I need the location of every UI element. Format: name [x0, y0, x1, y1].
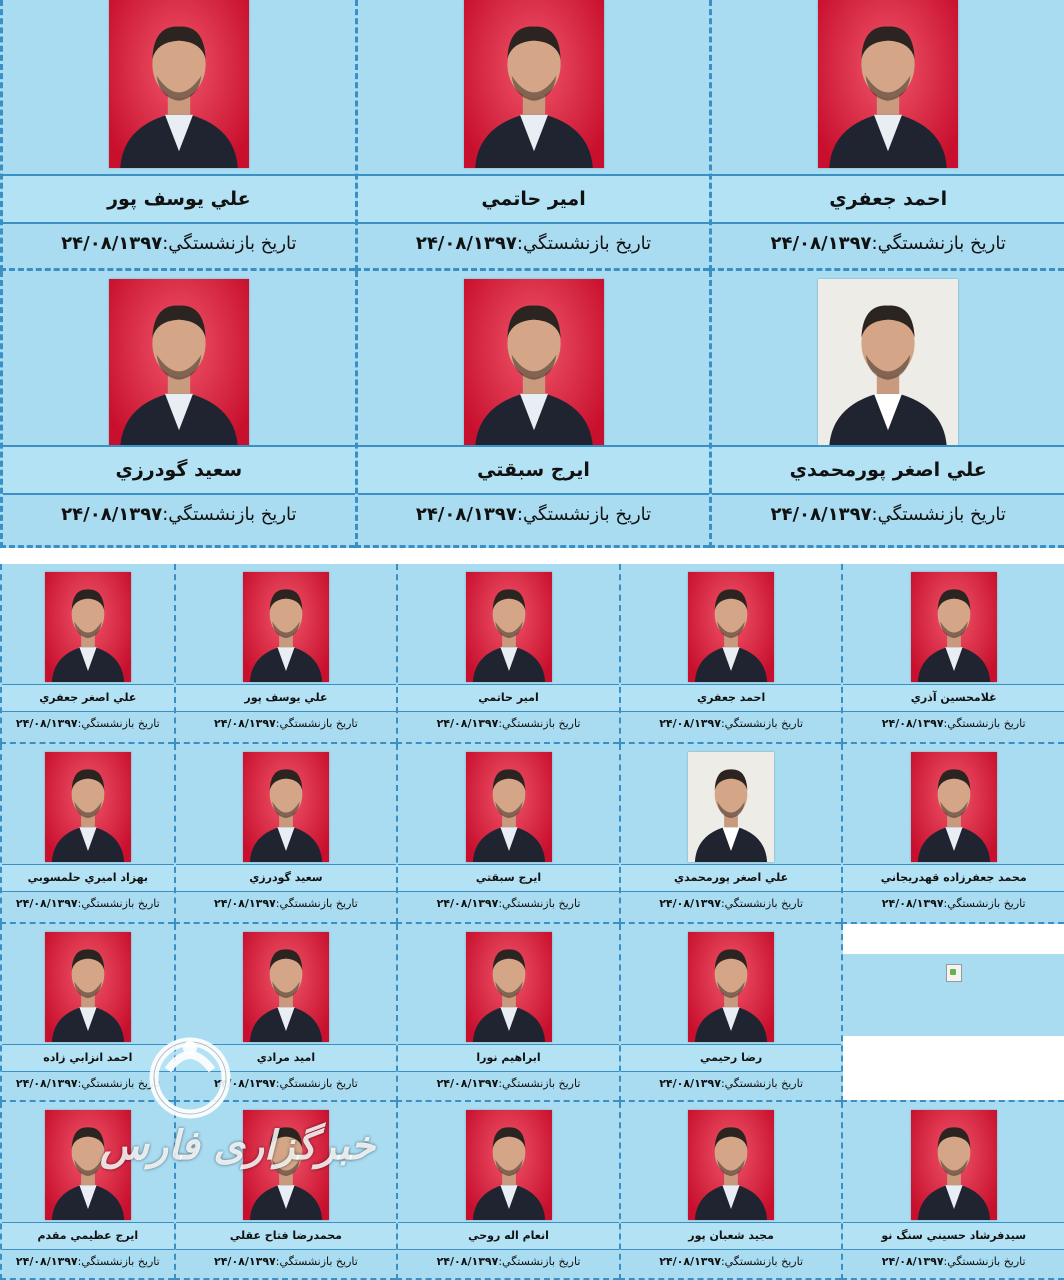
retiree-photo: [466, 752, 552, 862]
retiree-card: [0, 0, 355, 271]
bottom-retirees-panel: [0, 564, 1064, 1280]
retiree-card: [396, 564, 619, 744]
portrait-silhouette: [466, 752, 552, 862]
retiree-card: [619, 744, 842, 924]
portrait-silhouette: [911, 572, 997, 682]
retiree-photo: [466, 932, 552, 1042]
retirement-date-value: ۲۴/۰۸/۱۳۹۷: [881, 717, 944, 730]
retiree-name: مجيد شعبان پور: [621, 1222, 842, 1250]
retiree-photo: [911, 1110, 997, 1220]
retiree-photo: [109, 279, 249, 447]
retiree-name: محمدرضا فتاح عقلي: [176, 1222, 397, 1250]
retirement-date: [843, 892, 1064, 916]
portrait-silhouette: [688, 1110, 774, 1220]
retiree-name: احمد جعفري: [712, 174, 1064, 224]
retirement-date: [398, 712, 619, 736]
retiree-photo: [688, 1110, 774, 1220]
retirement-date-label: تاريخ بازنشستگي:: [498, 1077, 581, 1090]
retiree-card: [174, 744, 397, 924]
retirement-date: [843, 1250, 1064, 1274]
retirement-date-value: ۲۴/۰۸/۱۳۹۷: [436, 1255, 499, 1268]
retiree-name: علي اصغر پورمحمدي: [712, 445, 1064, 495]
retiree-photo: [688, 932, 774, 1042]
retiree-card: [619, 564, 842, 744]
retiree-name: ايرج عظيمي مقدم: [2, 1222, 174, 1250]
retirement-date-value: ۲۴/۰۸/۱۳۹۷: [415, 504, 517, 525]
retirement-date-value: ۲۴/۰۸/۱۳۹۷: [15, 1077, 78, 1090]
retiree-photo: [45, 572, 131, 682]
retiree-card: [619, 1102, 842, 1280]
retiree-card: [0, 744, 174, 924]
retirement-date-value: ۲۴/۰۸/۱۳۹۷: [436, 717, 499, 730]
retirement-date-value: ۲۴/۰۸/۱۳۹۷: [881, 1255, 944, 1268]
retiree-name: غلامحسين آذري: [843, 684, 1064, 712]
retirement-date: [358, 222, 710, 266]
retirement-date: [176, 1072, 397, 1096]
retiree-photo: [243, 752, 329, 862]
retirement-date-label: تاريخ بازنشستگي:: [77, 1255, 160, 1268]
retirement-date: [398, 1250, 619, 1274]
portrait-silhouette: [45, 572, 131, 682]
retirement-date-label: تاريخ بازنشستگي:: [77, 897, 160, 910]
retirement-date: [621, 892, 842, 916]
retiree-card: [841, 1102, 1064, 1280]
retiree-card: [841, 564, 1064, 744]
retirement-date-value: ۲۴/۰۸/۱۳۹۷: [61, 233, 163, 254]
retiree-photo: [45, 752, 131, 862]
retirement-date-value: ۲۴/۰۸/۱۳۹۷: [15, 1255, 78, 1268]
portrait-silhouette: [466, 1110, 552, 1220]
retirement-date-value: ۲۴/۰۸/۱۳۹۷: [61, 504, 163, 525]
retirement-date-label: تاريخ بازنشستگي:: [516, 233, 652, 254]
retiree-card: [619, 924, 842, 1102]
retiree-name: محمد جعفرزاده قهدريجاني: [843, 864, 1064, 892]
retiree-card: [396, 1102, 619, 1280]
portrait-silhouette: [464, 0, 604, 168]
retirement-date: [398, 892, 619, 916]
bottom-retirees-grid: [0, 564, 1064, 1280]
retirement-date: [176, 892, 397, 916]
portrait-silhouette: [688, 572, 774, 682]
retiree-name: امير حاتمي: [358, 174, 710, 224]
portrait-silhouette: [688, 932, 774, 1042]
retirement-date: [621, 712, 842, 736]
retiree-name: بهزاد اميري حلمسوبي: [2, 864, 174, 892]
retirement-date-label: تاريخ بازنشستگي:: [720, 717, 804, 730]
retirement-date-label: تاريخ بازنشستگي:: [77, 717, 160, 730]
retiree-name: سعيد گودرزي: [176, 864, 397, 892]
retiree-card: [841, 744, 1064, 924]
retirement-date-value: ۲۴/۰۸/۱۳۹۷: [659, 1077, 721, 1090]
retiree-name: ايرج سبقتي: [398, 864, 619, 892]
portrait-silhouette: [466, 572, 552, 682]
portrait-silhouette: [45, 1110, 131, 1220]
retiree-card: [709, 271, 1064, 548]
retiree-photo: [466, 1110, 552, 1220]
retirement-date: [712, 493, 1064, 537]
portrait-silhouette: [243, 1110, 329, 1220]
retiree-card: [0, 924, 174, 1102]
retiree-name: علي اصغر پورمحمدي: [621, 864, 842, 892]
retirement-date-value: ۲۴/۰۸/۱۳۹۷: [770, 504, 872, 525]
retirement-date: [2, 1250, 174, 1274]
retiree-card: [841, 924, 1064, 1102]
retiree-name: علي يوسف پور: [3, 174, 355, 224]
watermark-text: خبرگزاری فارس: [100, 1122, 376, 1169]
retiree-name: علي اصغر جعفري: [2, 684, 174, 712]
retiree-photo: [464, 0, 604, 168]
retirement-date-value: ۲۴/۰۸/۱۳۹۷: [659, 1255, 721, 1268]
retirement-date: [176, 712, 397, 736]
retiree-photo: [243, 1110, 329, 1220]
retiree-photo: [243, 932, 329, 1042]
blank-area: [843, 1036, 1064, 1100]
retirement-date: [621, 1072, 842, 1096]
retiree-photo: [688, 572, 774, 682]
portrait-silhouette: [109, 279, 249, 447]
blank-area: [843, 924, 1064, 954]
retirement-date-value: ۲۴/۰۸/۱۳۹۷: [770, 233, 872, 254]
retiree-photo: [243, 572, 329, 682]
retiree-photo: [818, 0, 958, 168]
portrait-silhouette: [243, 752, 329, 862]
retiree-card: [174, 924, 397, 1102]
retirement-date-value: ۲۴/۰۸/۱۳۹۷: [659, 897, 721, 910]
retirement-date-label: تاريخ بازنشستگي:: [720, 1077, 804, 1090]
portrait-silhouette: [911, 752, 997, 862]
retiree-photo: [911, 752, 997, 862]
panel-separator: [0, 548, 1064, 564]
retirement-date-value: ۲۴/۰۸/۱۳۹۷: [436, 897, 499, 910]
retiree-card: [396, 744, 619, 924]
top-retirees-grid: [0, 0, 1064, 548]
retiree-photo: [911, 572, 997, 682]
top-retirees-panel: [0, 0, 1064, 548]
retiree-card: [174, 1102, 397, 1280]
retirement-date: [712, 222, 1064, 266]
retirement-date-label: تاريخ بازنشستگي:: [162, 504, 297, 525]
retirement-date: [3, 222, 355, 266]
retirement-date-label: تاريخ بازنشستگي:: [77, 1077, 160, 1090]
retirement-date-label: تاريخ بازنشستگي:: [498, 897, 581, 910]
retirement-date: [3, 493, 355, 537]
retiree-photo: [464, 279, 604, 447]
retirement-date: [2, 712, 174, 736]
retiree-name: رضا رحيمي: [621, 1044, 842, 1072]
retiree-photo: [818, 279, 958, 447]
retiree-name: احمد انزابي زاده: [2, 1044, 174, 1072]
retirement-date-value: ۲۴/۰۸/۱۳۹۷: [415, 233, 517, 254]
retirement-date: [2, 892, 174, 916]
retirement-date-label: تاريخ بازنشستگي:: [871, 504, 1006, 525]
retirement-date-label: تاريخ بازنشستگي:: [275, 897, 358, 910]
portrait-silhouette: [45, 752, 131, 862]
retirement-date-label: تاريخ بازنشستگي:: [498, 1255, 581, 1268]
portrait-silhouette: [466, 932, 552, 1042]
retirement-date-value: ۲۴/۰۸/۱۳۹۷: [659, 717, 721, 730]
broken-image-icon: [946, 964, 962, 982]
retirement-date-label: تاريخ بازنشستگي:: [720, 1255, 804, 1268]
retiree-card: [355, 0, 710, 271]
retirement-date-value: ۲۴/۰۸/۱۳۹۷: [214, 717, 276, 730]
retiree-photo: [688, 752, 774, 862]
retirement-date: [843, 712, 1064, 736]
retirement-date: [398, 1072, 619, 1096]
retirement-date: [2, 1072, 174, 1096]
retirement-date-value: ۲۴/۰۸/۱۳۹۷: [214, 897, 276, 910]
retirement-date-label: تاريخ بازنشستگي:: [943, 717, 1026, 730]
retiree-card: [0, 1102, 174, 1280]
portrait-silhouette: [109, 0, 249, 168]
retiree-name: ابراهيم نورا: [398, 1044, 619, 1072]
retirement-date-label: تاريخ بازنشستگي:: [871, 233, 1006, 254]
retirement-date-label: تاريخ بازنشستگي:: [720, 897, 804, 910]
portrait-silhouette: [45, 932, 131, 1042]
retirement-date-label: تاريخ بازنشستگي:: [162, 233, 297, 254]
retirement-date-label: تاريخ بازنشستگي:: [943, 897, 1026, 910]
retiree-name: سعيد گودرزي: [3, 445, 355, 495]
retirement-date-value: ۲۴/۰۸/۱۳۹۷: [436, 1077, 499, 1090]
retirement-date-label: تاريخ بازنشستگي:: [943, 1255, 1026, 1268]
retiree-card: [355, 271, 710, 548]
portrait-silhouette: [464, 279, 604, 447]
retirement-date-label: تاريخ بازنشستگي:: [275, 717, 358, 730]
retirement-date-value: ۲۴/۰۸/۱۳۹۷: [214, 1077, 276, 1090]
retirement-date-label: تاريخ بازنشستگي:: [275, 1077, 358, 1090]
retiree-card: [396, 924, 619, 1102]
retiree-name: اميد مرادي: [176, 1044, 397, 1072]
retirement-date-value: ۲۴/۰۸/۱۳۹۷: [15, 717, 78, 730]
retiree-photo: [109, 0, 249, 168]
retirement-date: [358, 493, 710, 537]
retirement-date: [621, 1250, 842, 1274]
retirement-date: [176, 1250, 397, 1274]
retirement-date-label: تاريخ بازنشستگي:: [275, 1255, 358, 1268]
portrait-silhouette: [688, 752, 774, 862]
retiree-card: [0, 271, 355, 548]
portrait-silhouette: [818, 0, 958, 168]
portrait-silhouette: [243, 572, 329, 682]
retiree-photo: [466, 572, 552, 682]
portrait-silhouette: [818, 279, 958, 447]
retiree-name: علي يوسف پور: [176, 684, 397, 712]
retiree-card: [0, 564, 174, 744]
retirement-date-value: ۲۴/۰۸/۱۳۹۷: [15, 897, 78, 910]
retiree-name: انعام اله روحي: [398, 1222, 619, 1250]
retirement-date-value: ۲۴/۰۸/۱۳۹۷: [214, 1255, 276, 1268]
portrait-silhouette: [243, 932, 329, 1042]
retirement-date-label: تاريخ بازنشستگي:: [498, 717, 581, 730]
retiree-name: سيدفرشاد حسيني سنگ نو: [843, 1222, 1064, 1250]
retiree-photo: [45, 1110, 131, 1220]
retiree-name: احمد جعفري: [621, 684, 842, 712]
portrait-silhouette: [911, 1110, 997, 1220]
retirement-date-label: تاريخ بازنشستگي:: [516, 504, 652, 525]
retiree-card: [174, 564, 397, 744]
retiree-name: ايرج سبقتي: [358, 445, 710, 495]
retiree-card: [709, 0, 1064, 271]
retirement-date-value: ۲۴/۰۸/۱۳۹۷: [881, 897, 944, 910]
retiree-name: امير حاتمي: [398, 684, 619, 712]
retiree-photo: [45, 932, 131, 1042]
